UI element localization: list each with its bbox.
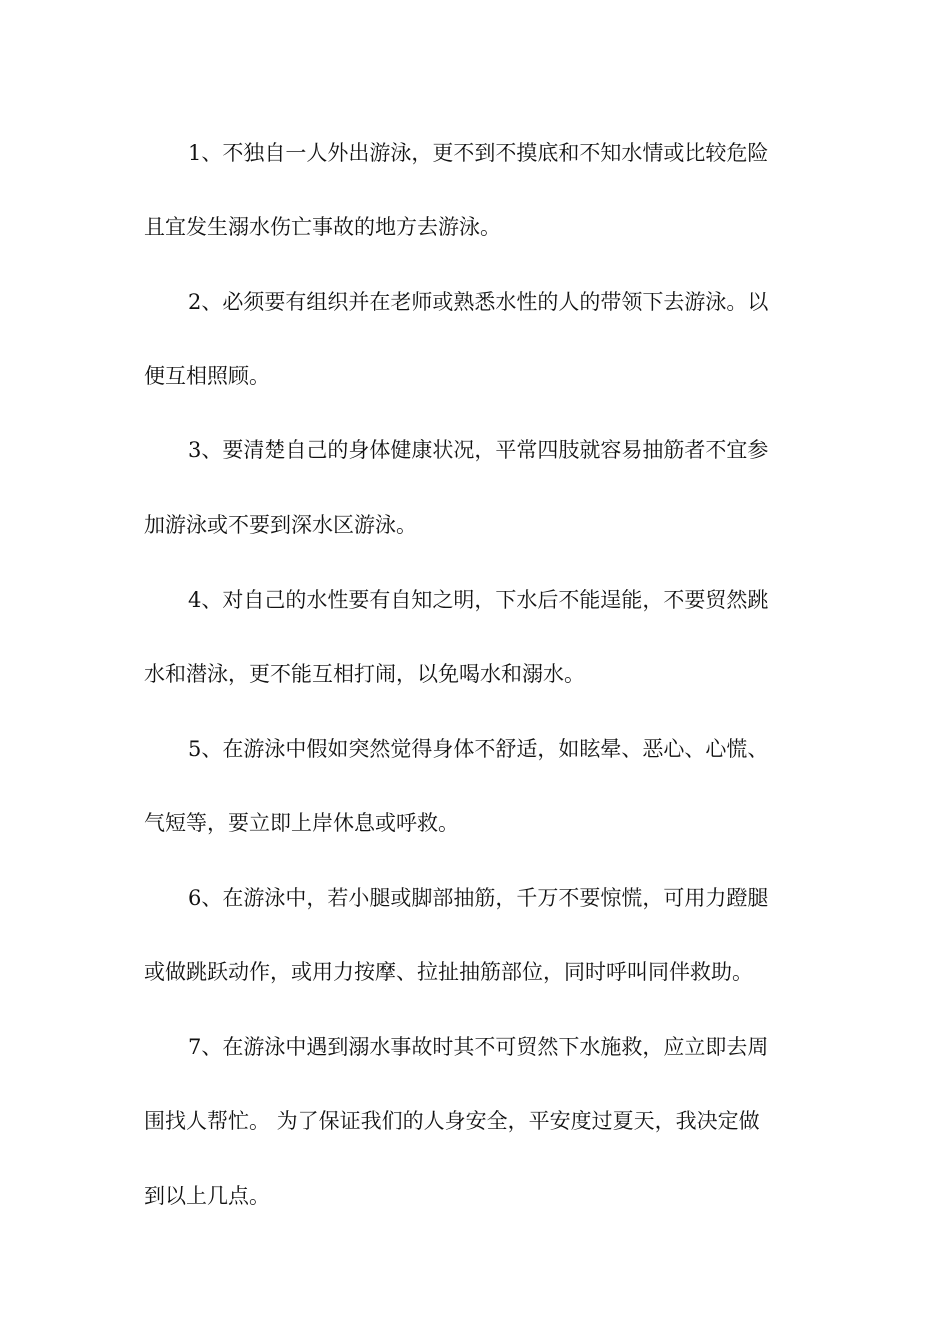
item-1-line-1: 1、不独自一人外出游泳，更不到不摸底和不知水情或比较危险 [188, 141, 769, 165]
item-3-line-2: 加游泳或不要到深水区游泳。 [144, 513, 417, 537]
item-5-line-2: 气短等，要立即上岸休息或呼救。 [144, 811, 459, 835]
item-7-line-1: 7、在游泳中遇到溺水事故时其不可贸然下水施救，应立即去周 [188, 1035, 769, 1059]
item-4-line-2: 水和潜泳，更不能互相打闹，以免喝水和溺水。 [144, 662, 585, 686]
item-2-line-1: 2、必须要有组织并在老师或熟悉水性的人的带领下去游泳。以 [188, 290, 769, 314]
item-5-line-1: 5、在游泳中假如突然觉得身体不舒适，如眩晕、恶心、心慌、 [188, 737, 769, 761]
item-1-line-2: 且宜发生溺水伤亡事故的地方去游泳。 [144, 215, 501, 239]
item-7-line-2: 围找人帮忙。 为了保证我们的人身安全，平安度过夏天，我决定做 [144, 1109, 760, 1133]
item-4-line-1: 4、对自己的水性要有自知之明，下水后不能逞能，不要贸然跳 [188, 588, 769, 612]
item-6-line-2: 或做跳跃动作，或用力按摩、拉扯抽筋部位，同时呼叫同伴救助。 [144, 960, 753, 984]
item-6-line-1: 6、在游泳中，若小腿或脚部抽筋，千万不要惊慌，可用力蹬腿 [188, 886, 769, 910]
item-2-line-2: 便互相照顾。 [144, 364, 270, 388]
item-3-line-1: 3、要清楚自己的身体健康状况，平常四肢就容易抽筋者不宜参 [188, 438, 769, 462]
item-7-line-3: 到以上几点。 [144, 1184, 270, 1208]
